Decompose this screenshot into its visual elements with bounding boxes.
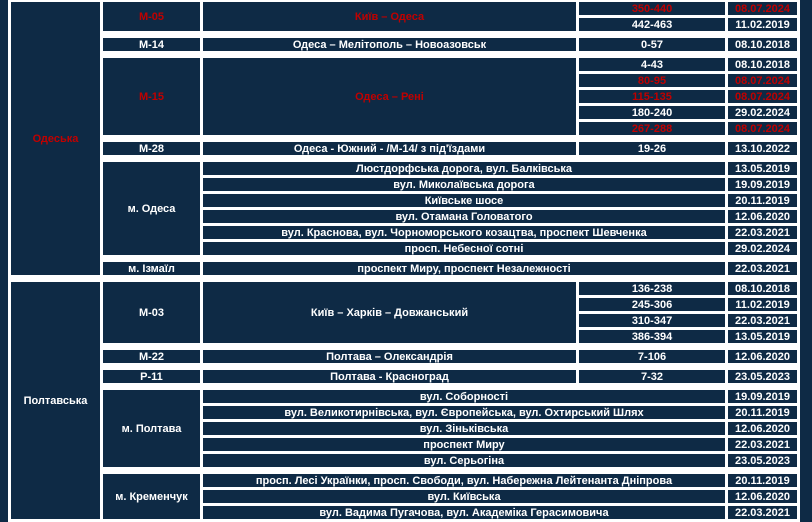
table-row [579, 2, 797, 15]
city-group-odesa [103, 162, 797, 255]
table-row [579, 282, 797, 295]
region-odeska [11, 2, 797, 275]
table-row [203, 162, 797, 175]
road-group-r11 [103, 370, 797, 383]
km-range: 115-135 [579, 90, 725, 103]
region-label: Полтавська [11, 282, 100, 519]
street-name: Київське шосе [203, 194, 725, 207]
date-value: 22.03.2021 [728, 438, 797, 451]
road-code: М-03 [103, 282, 200, 343]
street-name: Люстдорфська дорога, вул. Балківська [203, 162, 725, 175]
street-name: проспект Миру [203, 438, 725, 451]
date-value: 29.02.2024 [728, 242, 797, 255]
date-value: 13.10.2022 [728, 142, 797, 155]
table-row [203, 422, 797, 435]
street-name: вул. Соборності [203, 390, 725, 403]
table-row [203, 178, 797, 191]
street-list [203, 390, 797, 467]
km-range: 267-288 [579, 122, 725, 135]
street-name: вул. Миколаївська дорога [203, 178, 725, 191]
date-value: 08.10.2018 [728, 38, 797, 51]
date-value: 13.05.2019 [728, 162, 797, 175]
route-name: Київ – Одеса [203, 2, 576, 31]
km-date-column [579, 142, 797, 155]
city-label: м. Кременчук [103, 474, 200, 519]
road-group-m03 [103, 282, 797, 343]
date-value: 12.06.2020 [728, 490, 797, 503]
road-group-m14 [103, 38, 797, 51]
date-value: 08.07.2024 [728, 74, 797, 87]
city-group-izmail [103, 262, 797, 275]
table-row [203, 262, 797, 275]
table-row [203, 438, 797, 451]
date-value: 12.06.2020 [728, 350, 797, 363]
road-group-m05 [103, 2, 797, 31]
road-code: М-05 [103, 2, 200, 31]
street-name: вул. Київська [203, 490, 725, 503]
table-row [579, 330, 797, 343]
route-name: Одеса – Мелітополь – Новоазовськ [203, 38, 576, 51]
city-label: м. Полтава [103, 390, 200, 467]
date-value: 23.05.2023 [728, 370, 797, 383]
table-row [579, 350, 797, 363]
road-repair-table [8, 0, 800, 522]
region-poltavska [11, 282, 797, 519]
street-list [203, 262, 797, 275]
table-row [579, 58, 797, 71]
table-row [579, 90, 797, 103]
route-name: Полтава - Красноград [203, 370, 576, 383]
group-body [203, 58, 797, 135]
road-group-m22 [103, 350, 797, 363]
region-body [103, 282, 797, 519]
km-date-column [579, 282, 797, 343]
street-name: просп. Лесі Українки, просп. Свободи, вул. Набережна Лейтенанта Дніпрова [203, 474, 725, 487]
date-value: 08.07.2024 [728, 122, 797, 135]
group-body [203, 370, 797, 383]
road-code: М-15 [103, 58, 200, 135]
km-range: 310-347 [579, 314, 725, 327]
date-value: 08.10.2018 [728, 282, 797, 295]
date-value: 08.10.2018 [728, 58, 797, 71]
date-value: 19.09.2019 [728, 390, 797, 403]
km-range: 180-240 [579, 106, 725, 119]
group-body [203, 282, 797, 343]
date-value: 12.06.2020 [728, 210, 797, 223]
table-row [579, 298, 797, 311]
km-date-column [579, 58, 797, 135]
km-range: 80-95 [579, 74, 725, 87]
street-name: вул. Отамана Головатого [203, 210, 725, 223]
date-value: 22.03.2021 [728, 226, 797, 239]
date-value: 11.02.2019 [728, 18, 797, 31]
table-row [579, 74, 797, 87]
group-body [203, 142, 797, 155]
table-row [203, 226, 797, 239]
km-range: 7-106 [579, 350, 725, 363]
date-value: 29.02.2024 [728, 106, 797, 119]
table-row [203, 406, 797, 419]
table-row [579, 314, 797, 327]
street-name: вул. Зіньківська [203, 422, 725, 435]
route-name: Одеса – Рені [203, 58, 576, 135]
km-date-column [579, 2, 797, 31]
road-group-m15 [103, 58, 797, 135]
street-list [203, 474, 797, 519]
table-row [579, 370, 797, 383]
table-row [203, 390, 797, 403]
road-group-m28 [103, 142, 797, 155]
table-row [203, 490, 797, 503]
km-range: 386-394 [579, 330, 725, 343]
region-body [103, 2, 797, 275]
city-label: м. Одеса [103, 162, 200, 255]
street-name: вул. Вадима Пугачова, вул. Академіка Герасимовича [203, 506, 725, 519]
km-range: 19-26 [579, 142, 725, 155]
street-name: вул. Краснова, вул. Чорноморського козацтва, проспект Шевченка [203, 226, 725, 239]
city-group-poltava [103, 390, 797, 467]
street-name: проспект Миру, проспект Незалежності [203, 262, 725, 275]
date-value: 22.03.2021 [728, 262, 797, 275]
km-range: 245-306 [579, 298, 725, 311]
date-value: 20.11.2019 [728, 406, 797, 419]
date-value: 19.09.2019 [728, 178, 797, 191]
city-group-kremenchuk [103, 474, 797, 519]
city-label: м. Ізмаїл [103, 262, 200, 275]
date-value: 08.07.2024 [728, 2, 797, 15]
table-row [579, 106, 797, 119]
km-range: 7-32 [579, 370, 725, 383]
street-list [203, 162, 797, 255]
table-row [579, 122, 797, 135]
km-range: 4-43 [579, 58, 725, 71]
km-range: 350-440 [579, 2, 725, 15]
table-row [203, 210, 797, 223]
date-value: 12.06.2020 [728, 422, 797, 435]
date-value: 22.03.2021 [728, 314, 797, 327]
km-range: 136-238 [579, 282, 725, 295]
table-row [579, 38, 797, 51]
km-date-column [579, 370, 797, 383]
date-value: 11.02.2019 [728, 298, 797, 311]
region-label: Одеська [11, 2, 100, 275]
table-row [203, 506, 797, 519]
km-range: 0-57 [579, 38, 725, 51]
road-code: М-28 [103, 142, 200, 155]
date-value: 23.05.2023 [728, 454, 797, 467]
street-name: просп. Небесної сотні [203, 242, 725, 255]
table-row [203, 242, 797, 255]
date-value: 20.11.2019 [728, 474, 797, 487]
route-name: Київ – Харків – Довжанський [203, 282, 576, 343]
km-date-column [579, 38, 797, 51]
road-code: М-22 [103, 350, 200, 363]
table-row [203, 454, 797, 467]
route-name: Полтава – Олександрія [203, 350, 576, 363]
table-row [579, 142, 797, 155]
road-code: Р-11 [103, 370, 200, 383]
group-body [203, 350, 797, 363]
route-name: Одеса - Южний - /М-14/ з під'їздами [203, 142, 576, 155]
km-range: 442-463 [579, 18, 725, 31]
table-row [203, 194, 797, 207]
date-value: 08.07.2024 [728, 90, 797, 103]
km-date-column [579, 350, 797, 363]
street-name: вул. Серьогіна [203, 454, 725, 467]
road-code: М-14 [103, 38, 200, 51]
date-value: 20.11.2019 [728, 194, 797, 207]
date-value: 13.05.2019 [728, 330, 797, 343]
table-row [579, 18, 797, 31]
date-value: 22.03.2021 [728, 506, 797, 519]
group-body [203, 38, 797, 51]
street-name: вул. Великотирнівська, вул. Європейська, вул. Охтирський Шлях [203, 406, 725, 419]
table-row [203, 474, 797, 487]
group-body [203, 2, 797, 31]
